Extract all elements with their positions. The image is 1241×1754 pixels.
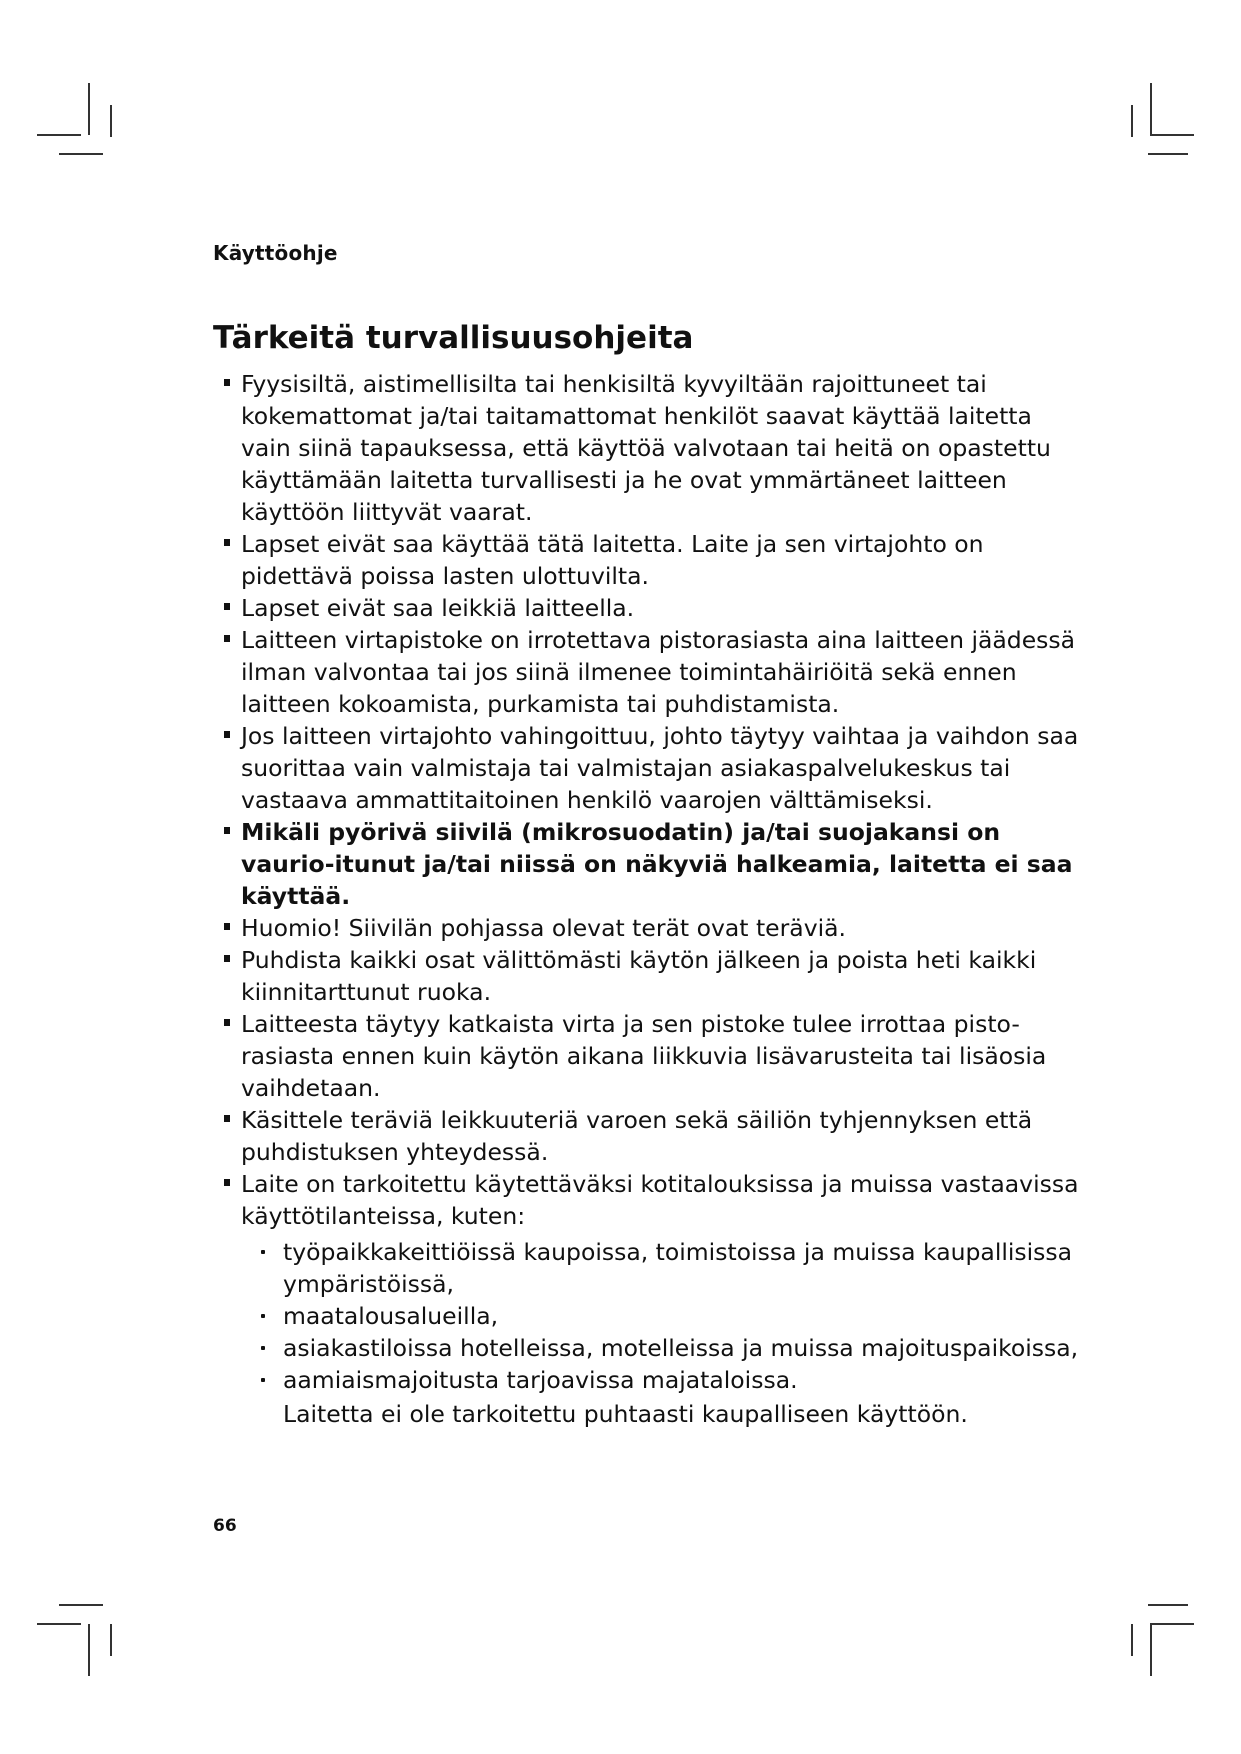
list-item [232,1168,1082,1430]
sub-list-item [241,1236,1082,1300]
list-item-text: Fyysisiltä, aistimellisilta tai henkisiltä kyvyiltään rajoittuneet tai kokemattomat ja/tai taitamattomat henkilöt saavat käyttää laitetta vain siinä tapauksessa, että käyttöä valvotaan tai heitä on opastettu käyttämään laitetta turvallisesti ja he ovat ymmärtäneet laitteen käyttöön liittyvät vaarat. [241,370,1051,526]
crop-mark [110,105,112,137]
dot-bullet-icon [261,1378,265,1382]
list-item [232,912,1082,944]
crop-mark [88,1624,90,1676]
crop-mark [59,153,103,155]
crop-mark [110,1624,112,1656]
bullet-icon [224,827,230,834]
list-item-text: Laitteesta täytyy katkaista virta ja sen pistoke tulee irrottaa pisto-rasiasta ennen kuin käytön aikana liikkuvia lisävarusteita tai lisäosia vaihdetaan. [241,1010,1047,1102]
final-note: Laitetta ei ole tarkoitettu puhtaasti kaupalliseen käyttöön. [283,1400,968,1428]
crop-mark [88,83,90,135]
list-item [232,368,1082,528]
bullet-icon [224,955,230,962]
list-item-text: Jos laitteen virtajohto vahingoittuu, johto täytyy vaihtaa ja vaihdon saa suorittaa vain valmistaja tai valmistajan asiakaspalvelukeskus tai vastaava ammattitaitoinen henkilö vaarojen välttämiseksi. [241,722,1079,814]
crop-mark [37,134,81,136]
bullet-icon [224,539,230,546]
sub-list-item [241,1332,1082,1364]
crop-mark [1131,105,1133,137]
crop-mark [59,1604,103,1606]
running-header: Käyttöohje [213,241,338,265]
bullet-icon [224,1019,230,1026]
bullet-icon [224,1115,230,1122]
list-item [232,720,1082,816]
list-item-text: Lapset eivät saa leikkiä laitteella. [241,594,635,622]
page-title: Tärkeitä turvallisuusohjeita [213,320,694,356]
list-item-text: Lapset eivät saa käyttää tätä laitetta. Laite ja sen virtajohto on pidettävä poissa lasten ulottuvilta. [241,530,984,590]
safety-instructions-list [232,368,1082,1430]
crop-mark [1150,1624,1152,1676]
bullet-icon [224,731,230,738]
list-item [232,528,1082,592]
crop-mark [1148,153,1188,155]
list-item [232,624,1082,720]
list-item-text: Puhdista kaikki osat välittömästi käytön jälkeen ja poista heti kaikki kiinnitarttunut ruoka. [241,946,1037,1006]
bullet-icon [224,923,230,930]
sub-list-item [241,1364,1082,1396]
sub-list-item-text: asiakastiloissa hotelleissa, motelleissa ja muissa majoituspaikoissa, [283,1334,1079,1362]
list-item [232,1008,1082,1104]
list-item-text: Käsittele teräviä leikkuuteriä varoen sekä säiliön tyhjennyksen että puhdistuksen yhteydessä. [241,1106,1033,1166]
sub-list-item-text: aamiaismajoitusta tarjoavissa majataloissa. [283,1366,798,1394]
sub-list-item [241,1300,1082,1332]
list-item-text: Huomio! Siivilän pohjassa olevat terät ovat teräviä. [241,914,846,942]
crop-mark [1150,134,1194,136]
dot-bullet-icon [261,1250,265,1254]
list-item-text: Laitteen virtapistoke on irrotettava pistorasiasta aina laitteen jäädessä ilman valvontaa tai jos siinä ilmenee toimintahäiriöitä sekä ennen laitteen kokoamista, purkamista tai puhdistamista. [241,626,1076,718]
list-item-text: Mikäli pyörivä siivilä (mikrosuodatin) ja/tai suojakansi on vaurio-itunut ja/tai niissä on näkyviä halkeamia, laitetta ei saa käyttää. [241,818,1073,910]
list-item [232,1104,1082,1168]
crop-mark [37,1623,81,1625]
list-item-text: Laite on tarkoitettu käytettäväksi kotitalouksissa ja muissa vastaavissa käyttötilanteissa, kuten: [241,1170,1079,1230]
usage-locations-list [241,1236,1082,1396]
list-item [232,944,1082,1008]
crop-mark [1148,1604,1188,1606]
page-number: 66 [213,1516,237,1536]
bullet-icon [224,635,230,642]
dot-bullet-icon [261,1314,265,1318]
crop-mark [1150,83,1152,135]
dot-bullet-icon [261,1346,265,1350]
bullet-icon [224,1179,230,1186]
list-item-warning [232,816,1082,912]
list-item [232,592,1082,624]
crop-mark [1150,1623,1194,1625]
sub-list-item-text: työpaikkakeittiöissä kaupoissa, toimistoissa ja muissa kaupallisissa ympäristöissä, [283,1238,1073,1298]
crop-mark [1131,1624,1133,1656]
sub-list-item-text: maatalousalueilla, [283,1302,499,1330]
bullet-icon [224,379,230,386]
bullet-icon [224,603,230,610]
